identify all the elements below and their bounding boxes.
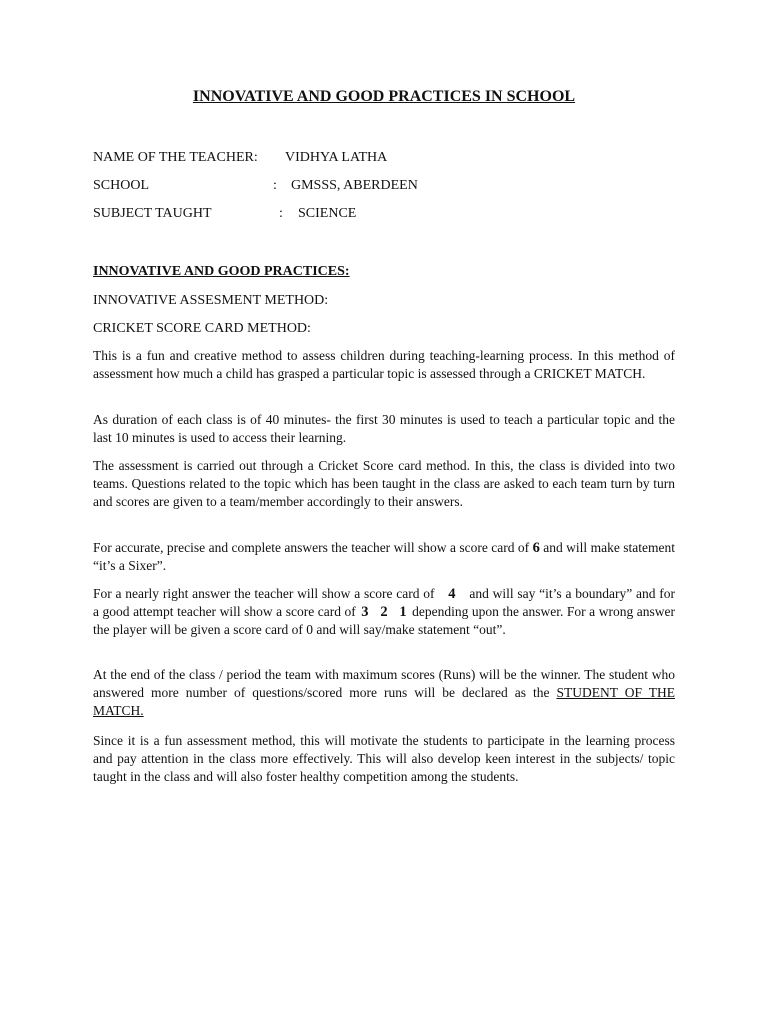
subject-colon: : xyxy=(279,206,283,221)
paragraph-duration: As duration of each class is of 40 minutes- the first 30 minutes is used to teach a particular topic and the last 10 minutes is used to access their learning. xyxy=(93,412,675,445)
school-colon: : xyxy=(273,178,277,193)
document-title: INNOVATIVE AND GOOD PRACTICES IN SCHOOL xyxy=(192,88,576,105)
p4-text-b: and will make statement “it’s a Sixer”. xyxy=(93,540,675,573)
student-of-match: STUDENT OF THE MATCH. xyxy=(93,685,675,718)
section-heading: INNOVATIVE AND GOOD PRACTICES: xyxy=(93,264,350,279)
paragraph-assessment: The assessment is carried out through a Cricket Score card method. In this, the class is divided into two teams. Questions related to the topic which has been taught in the class are asked to each team turn by turn and scores are given to a team/member accordingly to their answers. xyxy=(93,458,675,509)
p5-text-b: and will say “it’s a boundary” and for a good attempt teacher will show a score card of xyxy=(93,586,675,619)
teacher-label: NAME OF THE TEACHER: xyxy=(93,150,258,165)
paragraph-sixer xyxy=(93,539,675,575)
score-four: 4 xyxy=(448,586,456,602)
method-heading: INNOVATIVE ASSESMENT METHOD: xyxy=(93,293,329,308)
p4-text-a: For accurate, precise and complete answers the teacher will show a score card of xyxy=(93,540,533,555)
score-six: 6 xyxy=(532,540,540,556)
paragraph-winner xyxy=(93,666,675,720)
paragraph-boundary xyxy=(93,585,675,639)
paragraph-conclusion: Since it is a fun assessment method, this will motivate the students to participate in the learning process and pay attention in the class more effectively. This will also develop keen interest in the subjects/ topic taught in the class and will also foster healthy competition among the students. xyxy=(93,733,675,784)
method-name: CRICKET SCORE CARD METHOD: xyxy=(93,321,311,336)
subject-label: SUBJECT TAUGHT xyxy=(93,206,212,221)
score-three-two-one: 3 2 1 xyxy=(361,604,407,620)
teacher-value: VIDHYA LATHA xyxy=(285,150,388,165)
paragraph-intro: This is a fun and creative method to assess children during teaching-learning process. In this method of assessment how much a child has grasped a particular topic is assessed through a CRICKET MATCH. xyxy=(93,348,675,381)
p5-text-c: depending upon the answer. For a wrong answer the player will be given a score card of 0 and will say/make statement “out”. xyxy=(93,604,675,637)
p5-text-a: For a nearly right answer the teacher will show a score card of xyxy=(93,586,439,601)
subject-value: SCIENCE xyxy=(298,206,357,221)
p6-text-a: At the end of the class / period the team with maximum scores (Runs) will be the winner. The student who answered more number of questions/scored more runs will be declared as the xyxy=(93,667,675,700)
school-value: GMSSS, ABERDEEN xyxy=(291,178,418,193)
school-label: SCHOOL xyxy=(93,178,150,193)
